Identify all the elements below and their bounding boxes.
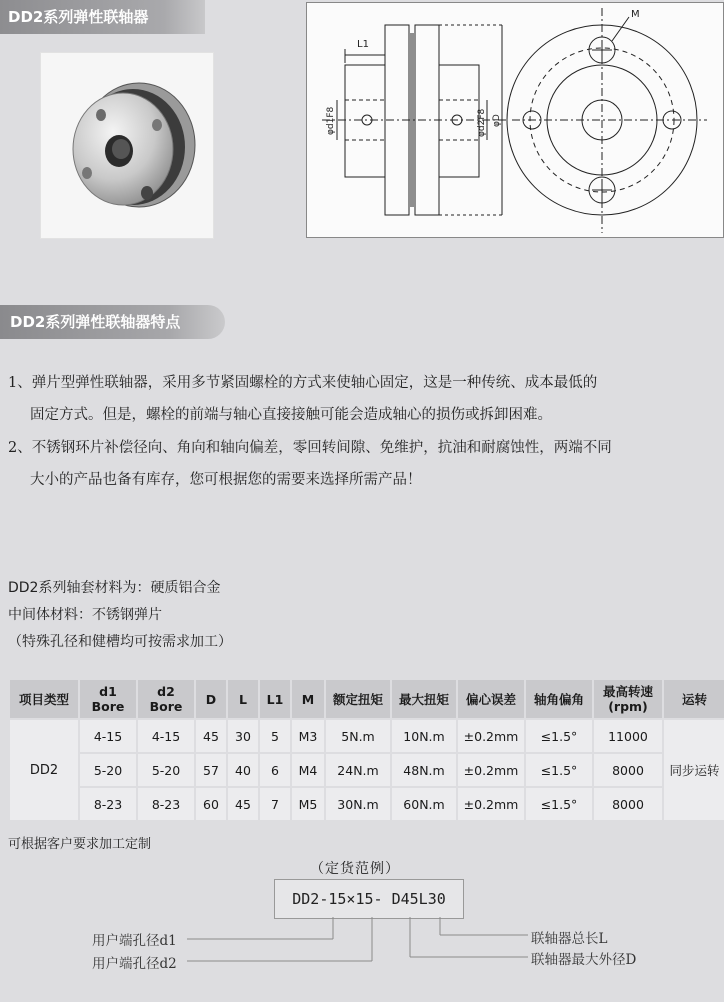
- operation-cell: 同步运转: [664, 720, 724, 820]
- order-label-d2: 用户端孔径d2: [92, 956, 177, 972]
- table-cell: 4-15: [80, 720, 136, 752]
- table-header-cell: [664, 680, 724, 718]
- material-hub: DD2系列轴套材料为：硬质铝合金: [8, 580, 221, 596]
- table-cell: 30N.m: [326, 788, 390, 820]
- table-header-cell: [138, 680, 194, 718]
- model-cell: DD2: [10, 720, 78, 820]
- table-cell: ±0.2mm: [458, 788, 524, 820]
- table-cell: 8-23: [138, 788, 194, 820]
- technical-drawing: [306, 2, 724, 238]
- header-sublabel: Bore: [91, 699, 125, 714]
- header-label: 偏心误差: [465, 691, 516, 707]
- page-title: DD2系列弹性联轴器: [0, 0, 205, 34]
- table-header-cell: [526, 680, 592, 718]
- table-header-cell: [196, 680, 226, 718]
- table-cell: 7: [260, 788, 290, 820]
- table-cell: ≤1.5°: [526, 720, 592, 752]
- table-header-cell: [292, 680, 324, 718]
- table-row: [10, 754, 724, 786]
- header-label: 项目类型: [18, 691, 69, 707]
- table-cell: 30: [228, 720, 258, 752]
- header-sublabel: Bore: [149, 699, 183, 714]
- table-cell: 8000: [594, 754, 662, 786]
- header-label: L: [239, 691, 247, 707]
- table-header-cell: [80, 680, 136, 718]
- table-header-cell: [392, 680, 456, 718]
- table-cell: 6: [260, 754, 290, 786]
- table-cell: 5N.m: [326, 720, 390, 752]
- header-label: 轴角偏角: [533, 691, 584, 707]
- header-label: 最高转速: [602, 684, 653, 699]
- drawing-d2-label: φd2F8: [477, 108, 487, 137]
- table-header-cell: [260, 680, 290, 718]
- coupling-photo-illustration: [41, 53, 213, 238]
- table-cell: 5-20: [138, 754, 194, 786]
- custom-order-note: 可根据客户要求加工定制: [8, 837, 152, 852]
- table-cell: 5: [260, 720, 290, 752]
- table-cell: 4-15: [138, 720, 194, 752]
- table-header-cell: [10, 680, 78, 718]
- table-cell: 24N.m: [326, 754, 390, 786]
- table-cell: 5-20: [80, 754, 136, 786]
- table-cell: ≤1.5°: [526, 788, 592, 820]
- table-header-cell: [228, 680, 258, 718]
- features-title: DD2系列弹性联轴器特点: [0, 305, 225, 339]
- material-custom-note: （特殊孔径和健槽均可按需求加工）: [8, 634, 232, 650]
- table-header-cell: [326, 680, 390, 718]
- table-cell: 60N.m: [392, 788, 456, 820]
- drawing-d1-label: φd1F8: [326, 106, 336, 135]
- table-cell: M5: [292, 788, 324, 820]
- drawing-l1-label: L1: [357, 39, 369, 50]
- header-label: d1: [99, 684, 117, 699]
- order-example-title: （定货范例）: [310, 861, 400, 877]
- coupling-drawing: [307, 3, 723, 237]
- table-cell: 45: [196, 720, 226, 752]
- table-cell: 8000: [594, 788, 662, 820]
- header-label: 最大扭矩: [398, 691, 449, 707]
- table-row: [10, 720, 724, 752]
- header-label: 运转: [681, 691, 707, 707]
- feature-line-4: 大小的产品也备有库存，您可根据您的需要来选择所需产品！: [30, 472, 422, 488]
- spec-table: [8, 678, 724, 822]
- header-label: L1: [266, 691, 284, 707]
- drawing-m-label: M: [631, 9, 640, 20]
- header-label: M: [301, 691, 315, 707]
- table-cell: ±0.2mm: [458, 754, 524, 786]
- feature-line-3: 2、不锈钢环片补偿径向、角向和轴向偏差，零回转间隙、免维护，抗油和耐腐蚀性，两端不同: [8, 440, 612, 456]
- header-label: D: [205, 691, 217, 707]
- table-cell: 40: [228, 754, 258, 786]
- table-cell: M4: [292, 754, 324, 786]
- order-code: DD2-15×15- D45L30: [274, 879, 464, 919]
- drawing-D-label: φD: [492, 114, 502, 127]
- table-cell: ±0.2mm: [458, 720, 524, 752]
- table-cell: ≤1.5°: [526, 754, 592, 786]
- table-cell: M3: [292, 720, 324, 752]
- table-cell: 48N.m: [392, 754, 456, 786]
- product-photo: [40, 52, 214, 239]
- order-label-L: 联轴器总长L: [531, 931, 608, 947]
- table-cell: 45: [228, 788, 258, 820]
- table-cell: 8-23: [80, 788, 136, 820]
- order-label-D: 联轴器最大外径D: [531, 952, 637, 968]
- table-header-row: [10, 680, 724, 718]
- table-cell: 11000: [594, 720, 662, 752]
- material-middle: 中间体材料：不锈钢弹片: [8, 607, 162, 623]
- feature-line-2: 固定方式。但是，螺栓的前端与轴心直接接触可能会造成轴心的损伤或拆卸困难。: [30, 407, 552, 423]
- table-header-cell: [594, 680, 662, 718]
- table-cell: 57: [196, 754, 226, 786]
- table-header-cell: [458, 680, 524, 718]
- header-label: 额定扭矩: [332, 691, 383, 707]
- header-sublabel: (rpm): [608, 699, 648, 714]
- table-cell: 60: [196, 788, 226, 820]
- feature-line-1: 1、弹片型弹性联轴器，采用多节紧固螺栓的方式来使轴心固定，这是一种传统、成本最低的: [8, 375, 598, 391]
- order-label-d1: 用户端孔径d1: [92, 933, 177, 949]
- table-cell: 10N.m: [392, 720, 456, 752]
- table-row: [10, 788, 724, 820]
- header-label: d2: [157, 684, 175, 699]
